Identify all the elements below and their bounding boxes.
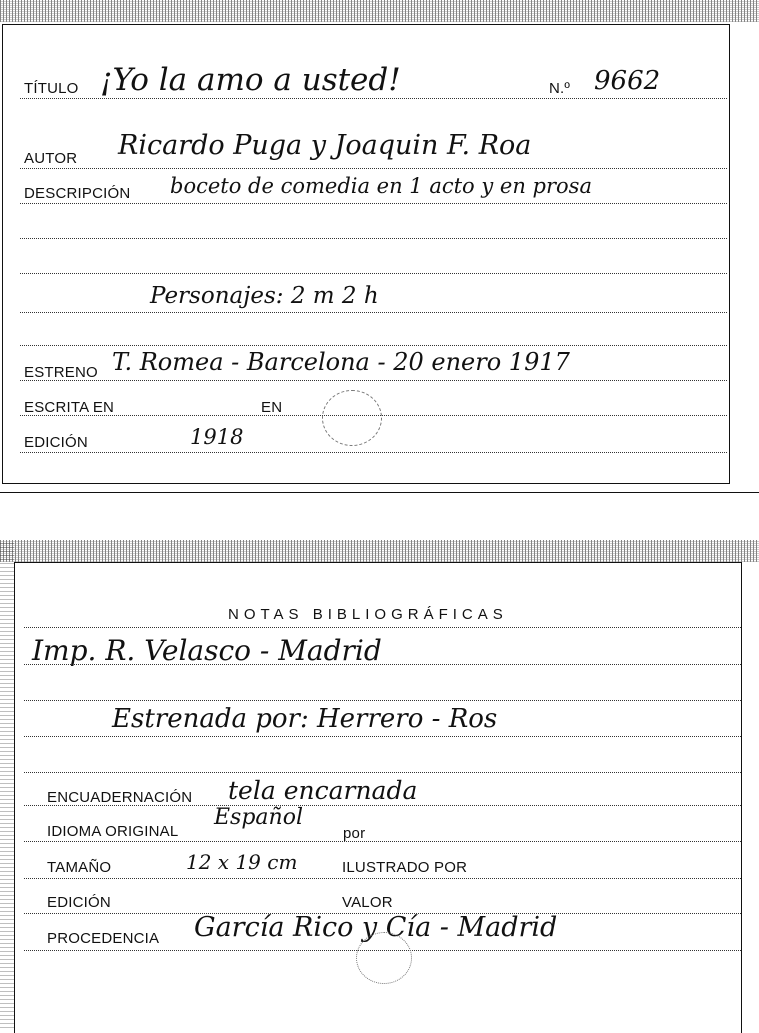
ruled-line <box>24 841 741 842</box>
ruled-line <box>20 273 727 274</box>
nota-imprenta: Imp. R. Velasco - Madrid <box>32 634 382 667</box>
por-label: por <box>343 825 366 842</box>
ruled-line <box>20 345 727 346</box>
procedencia-value: García Rico y Cía - Madrid <box>194 912 558 943</box>
encuadernacion-value: tela encarnada <box>228 776 418 805</box>
scanned-card-edge <box>0 540 759 562</box>
numero-label: N.º <box>549 80 571 97</box>
edicion-label: EDICIÓN <box>24 434 88 451</box>
autor-value: Ricardo Puga y Joaquin F. Roa <box>118 130 532 161</box>
numero-value: 9662 <box>594 66 661 96</box>
ruled-line <box>20 452 727 453</box>
encuadernacion-label: ENCUADERNACIÓN <box>47 789 193 806</box>
ilustrado-por-label: ILUSTRADO POR <box>342 859 468 876</box>
catalog-card-bottom <box>0 540 759 1028</box>
autor-label: AUTOR <box>24 150 78 167</box>
library-stamp <box>356 932 412 984</box>
ruled-line <box>20 238 727 239</box>
ruled-line <box>24 736 741 737</box>
ruled-line <box>20 168 727 169</box>
titulo-value: ¡Yo la amo a usted! <box>100 62 401 98</box>
titulo-label: TÍTULO <box>24 80 79 97</box>
edicion-value: 1918 <box>190 425 244 449</box>
ruled-line <box>24 627 741 628</box>
scanned-card-edge <box>0 0 759 22</box>
card-bottom-edge <box>0 492 759 493</box>
edicion-label: EDICIÓN <box>47 894 111 911</box>
ruled-line <box>20 312 727 313</box>
notas-heading: NOTAS BIBLIOGRÁFICAS <box>228 606 508 623</box>
tamano-value: 12 x 19 cm <box>186 850 298 874</box>
ruled-line <box>20 98 727 99</box>
scanned-card-side <box>0 540 14 1028</box>
escrita-en-label: ESCRITA EN <box>24 399 115 416</box>
nota-estrenada: Estrenada por: Herrero - Ros <box>112 704 498 734</box>
descripcion-value: boceto de comedia en 1 acto y en prosa <box>170 174 592 198</box>
valor-label: VALOR <box>342 894 393 911</box>
estreno-label: ESTRENO <box>24 364 98 381</box>
procedencia-label: PROCEDENCIA <box>47 930 160 947</box>
estreno-value: T. Romea - Barcelona - 20 enero 1917 <box>112 348 570 376</box>
ruled-line <box>24 772 741 773</box>
idioma-original-label: IDIOMA ORIGINAL <box>47 823 179 840</box>
catalog-card-top <box>0 0 759 495</box>
idioma-original-value: Español <box>214 805 303 830</box>
library-stamp <box>322 390 382 446</box>
en-label: EN <box>261 399 283 416</box>
descripcion-label: DESCRIPCIÓN <box>24 185 131 202</box>
personajes-value: Personajes: 2 m 2 h <box>150 283 379 309</box>
ruled-line <box>24 700 741 701</box>
ruled-line <box>24 878 741 879</box>
ruled-line <box>20 380 727 381</box>
ruled-line <box>20 203 727 204</box>
tamano-label: TAMAÑO <box>47 859 112 876</box>
